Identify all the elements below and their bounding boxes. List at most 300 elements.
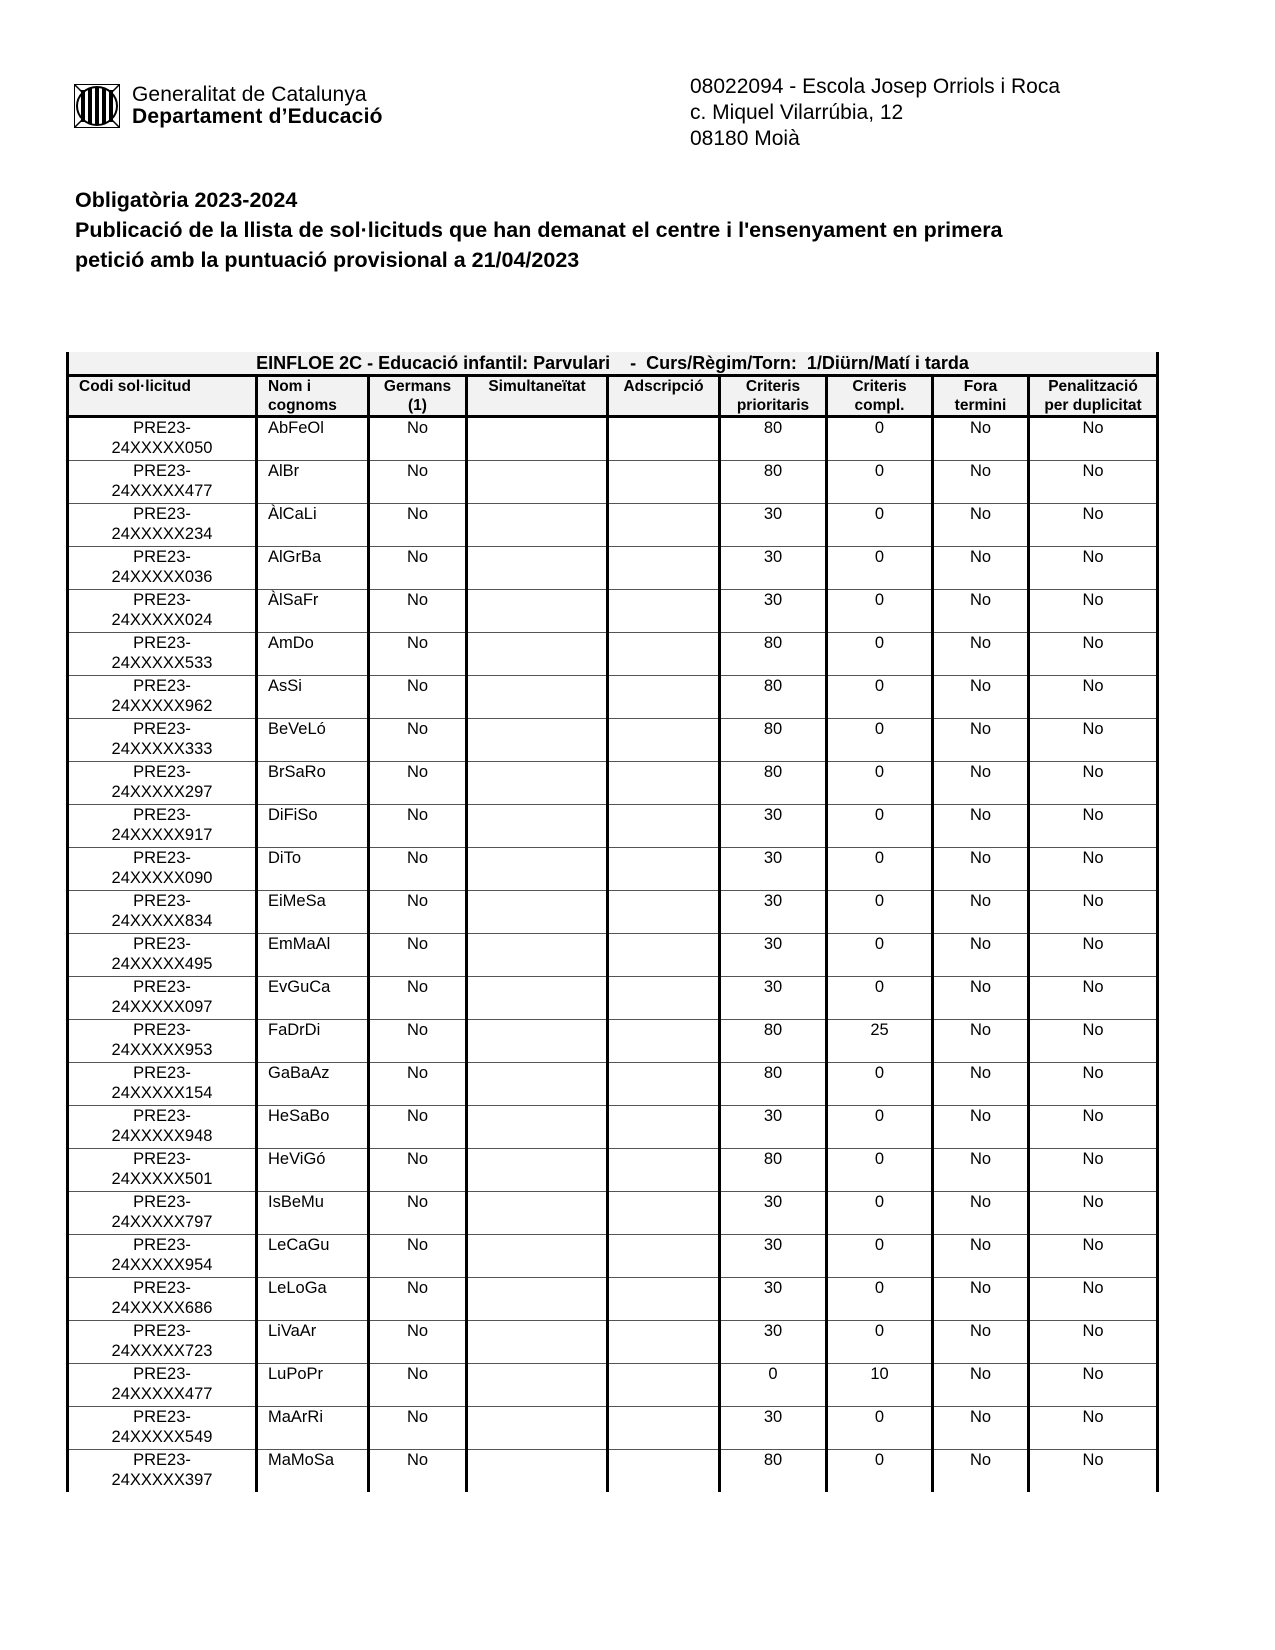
codi-code2: 24XXXXX962 (111, 697, 213, 715)
cell-criteris-prioritaris: 30 (720, 1192, 827, 1235)
cell-name: EmMaAl (257, 934, 369, 977)
cell-simultaneitat (467, 676, 608, 719)
cell-criteris-prioritaris: 80 (720, 676, 827, 719)
cell-codi (68, 417, 257, 461)
table-row (68, 1106, 1158, 1149)
table-row (68, 676, 1158, 719)
cell-simultaneitat (467, 504, 608, 547)
cell-fora-termini: No (933, 1407, 1029, 1450)
cell-adscripcio (608, 1235, 720, 1278)
document-subtitle-line2: petició amb la puntuació provisional a 21/04/2023 (75, 248, 580, 272)
codi-code2: 24XXXXX333 (111, 740, 213, 758)
cell-simultaneitat (467, 762, 608, 805)
cell-simultaneitat (467, 1278, 608, 1321)
cell-criteris-compl: 0 (827, 977, 933, 1020)
cell-fora-termini: No (933, 1149, 1029, 1192)
cell-criteris-prioritaris: 80 (720, 461, 827, 504)
cell-fora-termini: No (933, 848, 1029, 891)
school-info (690, 74, 1060, 152)
cell-fora-termini: No (933, 504, 1029, 547)
cell-germans: No (369, 719, 467, 762)
column-header-simultaneitat (467, 376, 608, 417)
table-row (68, 848, 1158, 891)
cell-criteris-compl: 0 (827, 1149, 933, 1192)
cell-adscripcio (608, 1364, 720, 1407)
table-row (68, 547, 1158, 590)
logo-generalitat-text: Generalitat de Catalunya (132, 83, 367, 106)
table-body (68, 417, 1158, 1493)
table-row (68, 805, 1158, 848)
cell-penalitzacio: No (1029, 1321, 1158, 1364)
cell-fora-termini: No (933, 719, 1029, 762)
cell-criteris-prioritaris: 80 (720, 762, 827, 805)
table-row (68, 417, 1158, 461)
cell-penalitzacio: No (1029, 848, 1158, 891)
table-column-headers (68, 376, 1158, 417)
cell-simultaneitat (467, 1450, 608, 1493)
cell-criteris-compl: 0 (827, 1192, 933, 1235)
codi-code1: PRE23- (133, 806, 191, 824)
cell-adscripcio (608, 633, 720, 676)
cell-name: EvGuCa (257, 977, 369, 1020)
column-header-line2: termini (954, 397, 1007, 414)
codi-code1: PRE23- (133, 1279, 191, 1297)
column-header-line1: Codi sol·licitud (79, 378, 191, 395)
cell-germans: No (369, 1020, 467, 1063)
cell-criteris-prioritaris: 30 (720, 977, 827, 1020)
cell-criteris-prioritaris: 30 (720, 1407, 827, 1450)
cell-fora-termini: No (933, 977, 1029, 1020)
cell-penalitzacio: No (1029, 934, 1158, 977)
cell-criteris-compl: 0 (827, 1407, 933, 1450)
table-row (68, 590, 1158, 633)
cell-penalitzacio: No (1029, 977, 1158, 1020)
codi-code1: PRE23- (133, 1107, 191, 1125)
table-row (68, 633, 1158, 676)
cell-fora-termini: No (933, 1450, 1029, 1493)
cell-name: DiFiSo (257, 805, 369, 848)
table-section-header (68, 352, 1158, 376)
cell-simultaneitat (467, 590, 608, 633)
cell-codi (68, 934, 257, 977)
cell-adscripcio (608, 590, 720, 633)
cell-name: ÀlCaLi (257, 504, 369, 547)
applications-table (66, 352, 1159, 1492)
cell-penalitzacio: No (1029, 891, 1158, 934)
cell-fora-termini: No (933, 1235, 1029, 1278)
cell-name: AmDo (257, 633, 369, 676)
cell-codi (68, 1278, 257, 1321)
cell-fora-termini: No (933, 1020, 1029, 1063)
cell-criteris-prioritaris: 80 (720, 1149, 827, 1192)
cell-criteris-prioritaris: 30 (720, 547, 827, 590)
codi-code1: PRE23- (133, 634, 191, 652)
cell-simultaneitat (467, 633, 608, 676)
table-row (68, 1192, 1158, 1235)
codi-code1: PRE23- (133, 1236, 191, 1254)
codi-code2: 24XXXXX686 (111, 1299, 213, 1317)
cell-adscripcio (608, 417, 720, 461)
cell-criteris-compl: 10 (827, 1364, 933, 1407)
cell-criteris-prioritaris: 30 (720, 1321, 827, 1364)
cell-fora-termini: No (933, 934, 1029, 977)
cell-adscripcio (608, 1020, 720, 1063)
applications-table-container (66, 352, 1156, 1492)
cell-penalitzacio: No (1029, 1149, 1158, 1192)
cell-germans: No (369, 547, 467, 590)
cell-name: AlGrBa (257, 547, 369, 590)
cell-simultaneitat (467, 848, 608, 891)
table-row (68, 1278, 1158, 1321)
cell-adscripcio (608, 1106, 720, 1149)
cell-codi (68, 1192, 257, 1235)
codi-code1: PRE23- (133, 462, 191, 480)
document-titles (75, 185, 1003, 275)
cell-germans: No (369, 1364, 467, 1407)
cell-name: ÀlSaFr (257, 590, 369, 633)
codi-code2: 24XXXXX477 (111, 482, 213, 500)
cell-criteris-prioritaris: 80 (720, 1020, 827, 1063)
codi-code2: 24XXXXX024 (111, 611, 213, 629)
cell-criteris-prioritaris: 30 (720, 848, 827, 891)
table-row (68, 1450, 1158, 1493)
cell-germans: No (369, 934, 467, 977)
codi-code1: PRE23- (133, 720, 191, 738)
cell-simultaneitat (467, 417, 608, 461)
cell-criteris-compl: 0 (827, 1450, 933, 1493)
cell-adscripcio (608, 1149, 720, 1192)
cell-codi (68, 1020, 257, 1063)
cell-adscripcio (608, 977, 720, 1020)
column-header-line1: Nom i (268, 378, 312, 395)
column-header-line1: Criteris (745, 378, 801, 395)
column-header-criteris-compl (827, 376, 933, 417)
cell-simultaneitat (467, 719, 608, 762)
cell-criteris-compl: 0 (827, 934, 933, 977)
codi-code1: PRE23- (133, 978, 191, 996)
cell-criteris-compl: 0 (827, 848, 933, 891)
table-row (68, 1020, 1158, 1063)
cell-name: AsSi (257, 676, 369, 719)
cell-penalitzacio: No (1029, 1063, 1158, 1106)
cell-name: LeCaGu (257, 1235, 369, 1278)
codi-code1: PRE23- (133, 935, 191, 953)
cell-adscripcio (608, 1321, 720, 1364)
codi-code2: 24XXXXX036 (111, 568, 213, 586)
cell-codi (68, 1407, 257, 1450)
cell-adscripcio (608, 676, 720, 719)
cell-germans: No (369, 762, 467, 805)
cell-criteris-compl: 0 (827, 762, 933, 805)
cell-simultaneitat (467, 1235, 608, 1278)
codi-code2: 24XXXXX477 (111, 1385, 213, 1403)
codi-code2: 24XXXXX948 (111, 1127, 213, 1145)
codi-code1: PRE23- (133, 419, 191, 437)
cell-name: LeLoGa (257, 1278, 369, 1321)
school-address: c. Miquel Vilarrúbia, 12 (690, 101, 904, 124)
codi-code2: 24XXXXX050 (111, 439, 213, 457)
generalitat-logo (74, 84, 383, 128)
cell-codi (68, 633, 257, 676)
cell-codi (68, 1450, 257, 1493)
cell-criteris-compl: 0 (827, 461, 933, 504)
cell-germans: No (369, 1192, 467, 1235)
cell-simultaneitat (467, 1149, 608, 1192)
codi-code1: PRE23- (133, 849, 191, 867)
cell-criteris-compl: 0 (827, 590, 933, 633)
cell-fora-termini: No (933, 676, 1029, 719)
cell-adscripcio (608, 1278, 720, 1321)
cell-penalitzacio: No (1029, 1235, 1158, 1278)
cell-criteris-compl: 0 (827, 676, 933, 719)
cell-germans: No (369, 848, 467, 891)
codi-code2: 24XXXXX097 (111, 998, 213, 1016)
cell-simultaneitat (467, 1192, 608, 1235)
codi-code1: PRE23- (133, 548, 191, 566)
cell-simultaneitat (467, 934, 608, 977)
cell-penalitzacio: No (1029, 1278, 1158, 1321)
cell-criteris-compl: 0 (827, 891, 933, 934)
cell-penalitzacio: No (1029, 805, 1158, 848)
cell-codi (68, 461, 257, 504)
cell-criteris-compl: 0 (827, 1106, 933, 1149)
cell-germans: No (369, 417, 467, 461)
cell-criteris-prioritaris: 80 (720, 417, 827, 461)
column-header-line2: compl. (854, 397, 905, 414)
column-header-line1: Penalització (1048, 378, 1138, 395)
cell-codi (68, 1106, 257, 1149)
cell-criteris-compl: 0 (827, 547, 933, 590)
cell-penalitzacio: No (1029, 1192, 1158, 1235)
codi-code2: 24XXXXX797 (111, 1213, 213, 1231)
cell-germans: No (369, 633, 467, 676)
column-header-codi-solicitud (68, 376, 257, 417)
cell-fora-termini: No (933, 461, 1029, 504)
cell-criteris-compl: 0 (827, 633, 933, 676)
cell-germans: No (369, 1235, 467, 1278)
column-header-penalitzacio-duplicitat (1029, 376, 1158, 417)
codi-code2: 24XXXXX834 (111, 912, 213, 930)
codi-code1: PRE23- (133, 1193, 191, 1211)
cell-germans: No (369, 1321, 467, 1364)
cell-name: LuPoPr (257, 1364, 369, 1407)
codi-code2: 24XXXXX397 (111, 1471, 213, 1489)
document-title: Obligatòria 2023-2024 (75, 188, 298, 212)
cell-criteris-compl: 0 (827, 805, 933, 848)
cell-germans: No (369, 504, 467, 547)
cell-germans: No (369, 1407, 467, 1450)
cell-adscripcio (608, 805, 720, 848)
cell-fora-termini: No (933, 1063, 1029, 1106)
cell-name: MaMoSa (257, 1450, 369, 1493)
cell-name: IsBeMu (257, 1192, 369, 1235)
codi-code1: PRE23- (133, 892, 191, 910)
cell-criteris-compl: 0 (827, 417, 933, 461)
cell-criteris-compl: 0 (827, 1235, 933, 1278)
table-row (68, 1235, 1158, 1278)
cell-germans: No (369, 676, 467, 719)
table-row (68, 719, 1158, 762)
codi-code2: 24XXXXX090 (111, 869, 213, 887)
cell-criteris-prioritaris: 0 (720, 1364, 827, 1407)
cell-fora-termini: No (933, 547, 1029, 590)
column-header-germans (369, 376, 467, 417)
cell-criteris-prioritaris: 30 (720, 590, 827, 633)
column-header-line2: cognoms (268, 397, 337, 414)
cell-fora-termini: No (933, 590, 1029, 633)
cell-simultaneitat (467, 1106, 608, 1149)
column-header-line2: per duplicitat (1044, 397, 1142, 414)
column-header-line1: Criteris (852, 378, 907, 395)
cell-codi (68, 762, 257, 805)
codi-code1: PRE23- (133, 1451, 191, 1469)
table-row (68, 934, 1158, 977)
cell-name: EiMeSa (257, 891, 369, 934)
document-subtitle-line1: Publicació de la llista de sol·licituds que han demanat el centre i l'ensenyament en primera (75, 218, 1003, 242)
table-row (68, 891, 1158, 934)
cell-adscripcio (608, 1192, 720, 1235)
cell-penalitzacio: No (1029, 676, 1158, 719)
cell-criteris-compl: 25 (827, 1020, 933, 1063)
table-row (68, 762, 1158, 805)
logo-department-text: Departament d’Educació (132, 105, 383, 128)
codi-code1: PRE23- (133, 1365, 191, 1383)
cell-criteris-prioritaris: 30 (720, 891, 827, 934)
column-header-line1: Fora (963, 378, 998, 395)
column-header-line1: Simultaneïtat (488, 378, 586, 395)
table-row (68, 1364, 1158, 1407)
table-row (68, 461, 1158, 504)
cell-codi (68, 1149, 257, 1192)
cell-penalitzacio: No (1029, 633, 1158, 676)
cell-fora-termini: No (933, 891, 1029, 934)
cell-adscripcio (608, 1063, 720, 1106)
cell-simultaneitat (467, 805, 608, 848)
cell-simultaneitat (467, 461, 608, 504)
cell-penalitzacio: No (1029, 1407, 1158, 1450)
cell-codi (68, 1235, 257, 1278)
cell-name: MaArRi (257, 1407, 369, 1450)
cell-criteris-compl: 0 (827, 504, 933, 547)
cell-criteris-compl: 0 (827, 1063, 933, 1106)
cell-criteris-prioritaris: 30 (720, 805, 827, 848)
table-row (68, 977, 1158, 1020)
cell-criteris-compl: 0 (827, 1321, 933, 1364)
cell-penalitzacio: No (1029, 1020, 1158, 1063)
section-title: EINFLOE 2C - Educació infantil: Parvulari - Curs/Règim/Torn: 1/Diürn/Matí i tarda (68, 352, 1158, 376)
cell-codi (68, 977, 257, 1020)
cell-name: AbFeOl (257, 417, 369, 461)
cell-penalitzacio: No (1029, 417, 1158, 461)
cell-penalitzacio: No (1029, 1364, 1158, 1407)
codi-code2: 24XXXXX501 (111, 1170, 213, 1188)
cell-codi (68, 1063, 257, 1106)
codi-code1: PRE23- (133, 1021, 191, 1039)
cell-criteris-prioritaris: 80 (720, 633, 827, 676)
cell-simultaneitat (467, 977, 608, 1020)
cell-germans: No (369, 977, 467, 1020)
codi-code1: PRE23- (133, 1064, 191, 1082)
column-header-line2: (1) (408, 397, 427, 414)
generalitat-shield-icon (74, 84, 120, 128)
cell-fora-termini: No (933, 633, 1029, 676)
cell-penalitzacio: No (1029, 1106, 1158, 1149)
cell-simultaneitat (467, 1063, 608, 1106)
cell-criteris-prioritaris: 80 (720, 1450, 827, 1493)
cell-simultaneitat (467, 1321, 608, 1364)
column-header-line1: Adscripció (623, 378, 704, 395)
cell-criteris-prioritaris: 30 (720, 934, 827, 977)
cell-fora-termini: No (933, 1321, 1029, 1364)
cell-criteris-prioritaris: 80 (720, 1063, 827, 1106)
cell-penalitzacio: No (1029, 762, 1158, 805)
cell-fora-termini: No (933, 1278, 1029, 1321)
column-header-nom-cognoms (257, 376, 369, 417)
cell-penalitzacio: No (1029, 590, 1158, 633)
cell-fora-termini: No (933, 1106, 1029, 1149)
codi-code2: 24XXXXX953 (111, 1041, 213, 1059)
cell-name: DiTo (257, 848, 369, 891)
table-row (68, 504, 1158, 547)
table-row (68, 1407, 1158, 1450)
cell-name: GaBaAz (257, 1063, 369, 1106)
cell-codi (68, 848, 257, 891)
cell-adscripcio (608, 934, 720, 977)
cell-criteris-prioritaris: 30 (720, 504, 827, 547)
codi-code2: 24XXXXX723 (111, 1342, 213, 1360)
table-row (68, 1149, 1158, 1192)
cell-criteris-prioritaris: 30 (720, 1278, 827, 1321)
cell-codi (68, 504, 257, 547)
codi-code1: PRE23- (133, 1150, 191, 1168)
cell-criteris-compl: 0 (827, 719, 933, 762)
cell-fora-termini: No (933, 1364, 1029, 1407)
codi-code1: PRE23- (133, 1408, 191, 1426)
codi-code1: PRE23- (133, 677, 191, 695)
cell-criteris-prioritaris: 30 (720, 1106, 827, 1149)
cell-penalitzacio: No (1029, 719, 1158, 762)
cell-codi (68, 547, 257, 590)
cell-codi (68, 1364, 257, 1407)
cell-simultaneitat (467, 891, 608, 934)
cell-simultaneitat (467, 1407, 608, 1450)
codi-code1: PRE23- (133, 1322, 191, 1340)
cell-adscripcio (608, 547, 720, 590)
cell-simultaneitat (467, 1020, 608, 1063)
cell-adscripcio (608, 719, 720, 762)
cell-germans: No (369, 1106, 467, 1149)
cell-codi (68, 676, 257, 719)
school-postal-city: 08180 Moià (690, 127, 800, 150)
cell-adscripcio (608, 891, 720, 934)
cell-codi (68, 719, 257, 762)
codi-code1: PRE23- (133, 591, 191, 609)
table-row (68, 1321, 1158, 1364)
cell-simultaneitat (467, 547, 608, 590)
column-header-adscripcio (608, 376, 720, 417)
cell-germans: No (369, 461, 467, 504)
cell-adscripcio (608, 504, 720, 547)
cell-fora-termini: No (933, 805, 1029, 848)
codi-code1: PRE23- (133, 505, 191, 523)
cell-germans: No (369, 891, 467, 934)
cell-penalitzacio: No (1029, 461, 1158, 504)
cell-criteris-compl: 0 (827, 1278, 933, 1321)
cell-codi (68, 590, 257, 633)
cell-criteris-prioritaris: 30 (720, 1235, 827, 1278)
cell-germans: No (369, 1278, 467, 1321)
cell-germans: No (369, 1450, 467, 1493)
